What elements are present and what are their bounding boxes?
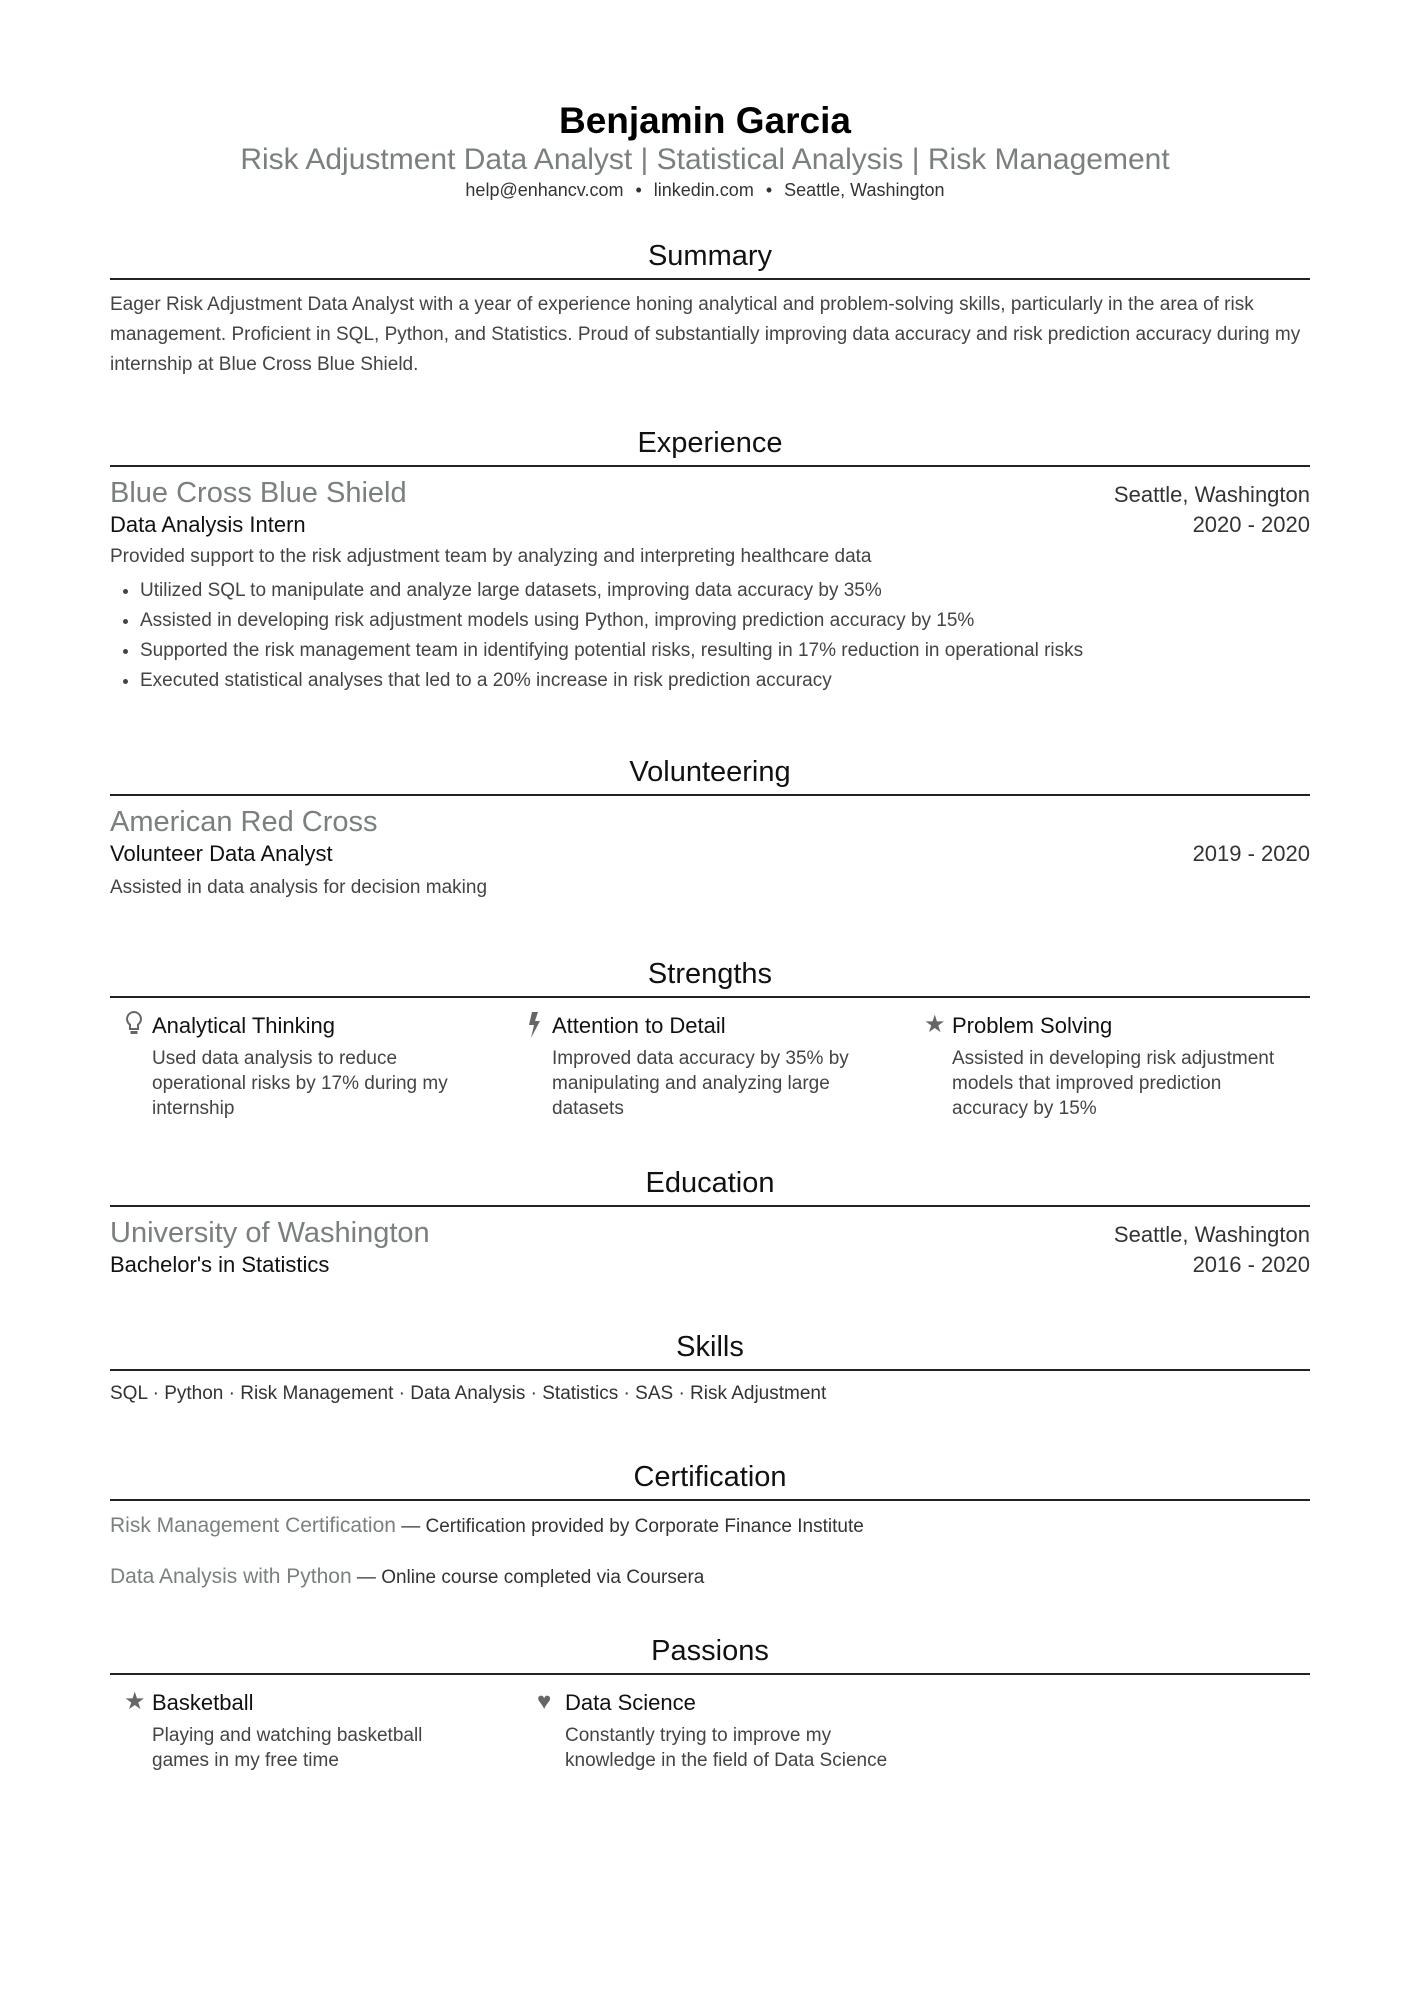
email[interactable]: help@enhancv.com	[465, 180, 624, 200]
cert-name: Risk Management Certification	[110, 1514, 396, 1537]
cert-desc: Online course completed via Coursera	[381, 1567, 705, 1588]
location: Seattle, Washington	[1113, 1222, 1310, 1247]
passion-item	[523, 1687, 936, 1773]
role: Data Analysis Intern	[110, 512, 306, 537]
skills-list: SQL · Python · Risk Management · Data Analysis · Statistics · SAS · Risk Adjustment	[110, 1383, 827, 1404]
headline: Risk Adjustment Data Analyst | Statistical Analysis | Risk Management	[240, 143, 1170, 176]
strength-item	[110, 1010, 510, 1121]
lightbulb-icon	[124, 1010, 152, 1121]
degree: Bachelor's in Statistics	[110, 1252, 330, 1277]
candidate-name: Benjamin Garcia	[558, 100, 851, 141]
experience-section	[110, 425, 1310, 696]
strength-desc: Improved data accuracy by 35% by manipulating and analyzing large datasets	[552, 1048, 849, 1119]
strength-desc: Assisted in developing risk adjustment models that improved prediction accuracy by 15%	[952, 1048, 1275, 1119]
separator: •	[635, 180, 642, 200]
role: Volunteer Data Analyst	[110, 841, 333, 866]
section-title: Experience	[637, 427, 783, 459]
divider	[110, 794, 1310, 796]
strength-title: Attention to Detail	[552, 1013, 726, 1038]
bullet-list	[110, 576, 1310, 696]
passion-item	[110, 1687, 523, 1773]
divider	[110, 1673, 1310, 1675]
divider	[110, 1369, 1310, 1371]
job-description: Provided support to the risk adjustment team by analyzing and interpreting healthcare data	[110, 546, 872, 567]
divider	[110, 278, 1310, 280]
strength-title: Problem Solving	[952, 1013, 1113, 1038]
divider	[110, 1205, 1310, 1207]
cert-name: Data Analysis with Python	[110, 1565, 352, 1588]
strength-item	[910, 1010, 1310, 1121]
dates: 2020 - 2020	[1192, 512, 1310, 537]
strength-desc: Used data analysis to reduce operational risks by 17% during my internship	[152, 1048, 448, 1119]
section-title: Certification	[633, 1461, 787, 1493]
summary-section	[110, 238, 1310, 380]
certification-item	[110, 1562, 1310, 1593]
dates: 2019 - 2020	[1192, 841, 1310, 866]
section-title: Summary	[647, 240, 773, 272]
volunteering-section	[110, 754, 1310, 903]
dash: —	[401, 1516, 421, 1537]
skills-section	[110, 1329, 1310, 1409]
section-title: Skills	[676, 1331, 744, 1363]
cert-desc: Certification provided by Corporate Finance Institute	[425, 1516, 864, 1537]
strength-title: Analytical Thinking	[152, 1013, 336, 1038]
strength-item	[510, 1010, 910, 1121]
bullet: • Utilized SQL to manipulate and analyze large datasets, improving data accuracy by 35%	[140, 576, 1310, 606]
star-icon: ★	[924, 1011, 946, 1038]
divider	[110, 465, 1310, 467]
organization: American Red Cross	[110, 806, 378, 838]
linkedin[interactable]: linkedin.com	[653, 180, 754, 200]
passion-title: Basketball	[152, 1690, 254, 1715]
separator: •	[765, 180, 773, 200]
company: Blue Cross Blue Shield	[110, 477, 407, 509]
section-title: Strengths	[647, 958, 773, 990]
certification-section	[110, 1459, 1310, 1593]
passion-title: Data Science	[565, 1690, 696, 1715]
location: Seattle, Washington	[1113, 482, 1310, 507]
certification-item	[110, 1511, 1310, 1542]
passions-section	[110, 1633, 1310, 1773]
lightning-icon	[524, 1010, 552, 1121]
bullet: • Executed statistical analyses that led to a 20% increase in risk prediction accuracy	[140, 666, 1310, 696]
strengths-section	[110, 956, 1310, 1121]
passion-desc: Constantly trying to improve my knowledge in the field of Data Science	[565, 1725, 888, 1771]
education-section	[110, 1165, 1310, 1278]
divider	[110, 996, 1310, 998]
passion-desc: Playing and watching basketball games in my free time	[152, 1725, 423, 1771]
dates: 2016 - 2020	[1192, 1252, 1310, 1277]
bullet: • Supported the risk management team in identifying potential risks, resulting in 17% reduction in operational risks	[140, 636, 1310, 666]
school: University of Washington	[110, 1217, 430, 1249]
divider	[110, 1499, 1310, 1501]
heart-icon: ♥	[537, 1688, 552, 1715]
section-title: Education	[645, 1167, 775, 1199]
section-title: Passions	[651, 1635, 769, 1667]
section-title: Volunteering	[629, 756, 791, 788]
contact-info	[0, 180, 1410, 201]
star-icon: ★	[124, 1688, 146, 1715]
location: Seattle, Washington	[784, 180, 945, 200]
bullet: • Assisted in developing risk adjustment models using Python, improving prediction accuracy by 15%	[140, 606, 1310, 636]
dash: —	[356, 1567, 376, 1588]
description: Assisted in data analysis for decision making	[110, 877, 488, 898]
summary-text: Eager Risk Adjustment Data Analyst with a year of experience honing analytical and problem-solving skills, particularly in the area of risk management. Proficient in SQL, Python, and Statistics. Proud of substantially improving data accuracy and risk prediction accuracy during my internship at Blue Cross Blue Shield.	[110, 294, 1301, 375]
